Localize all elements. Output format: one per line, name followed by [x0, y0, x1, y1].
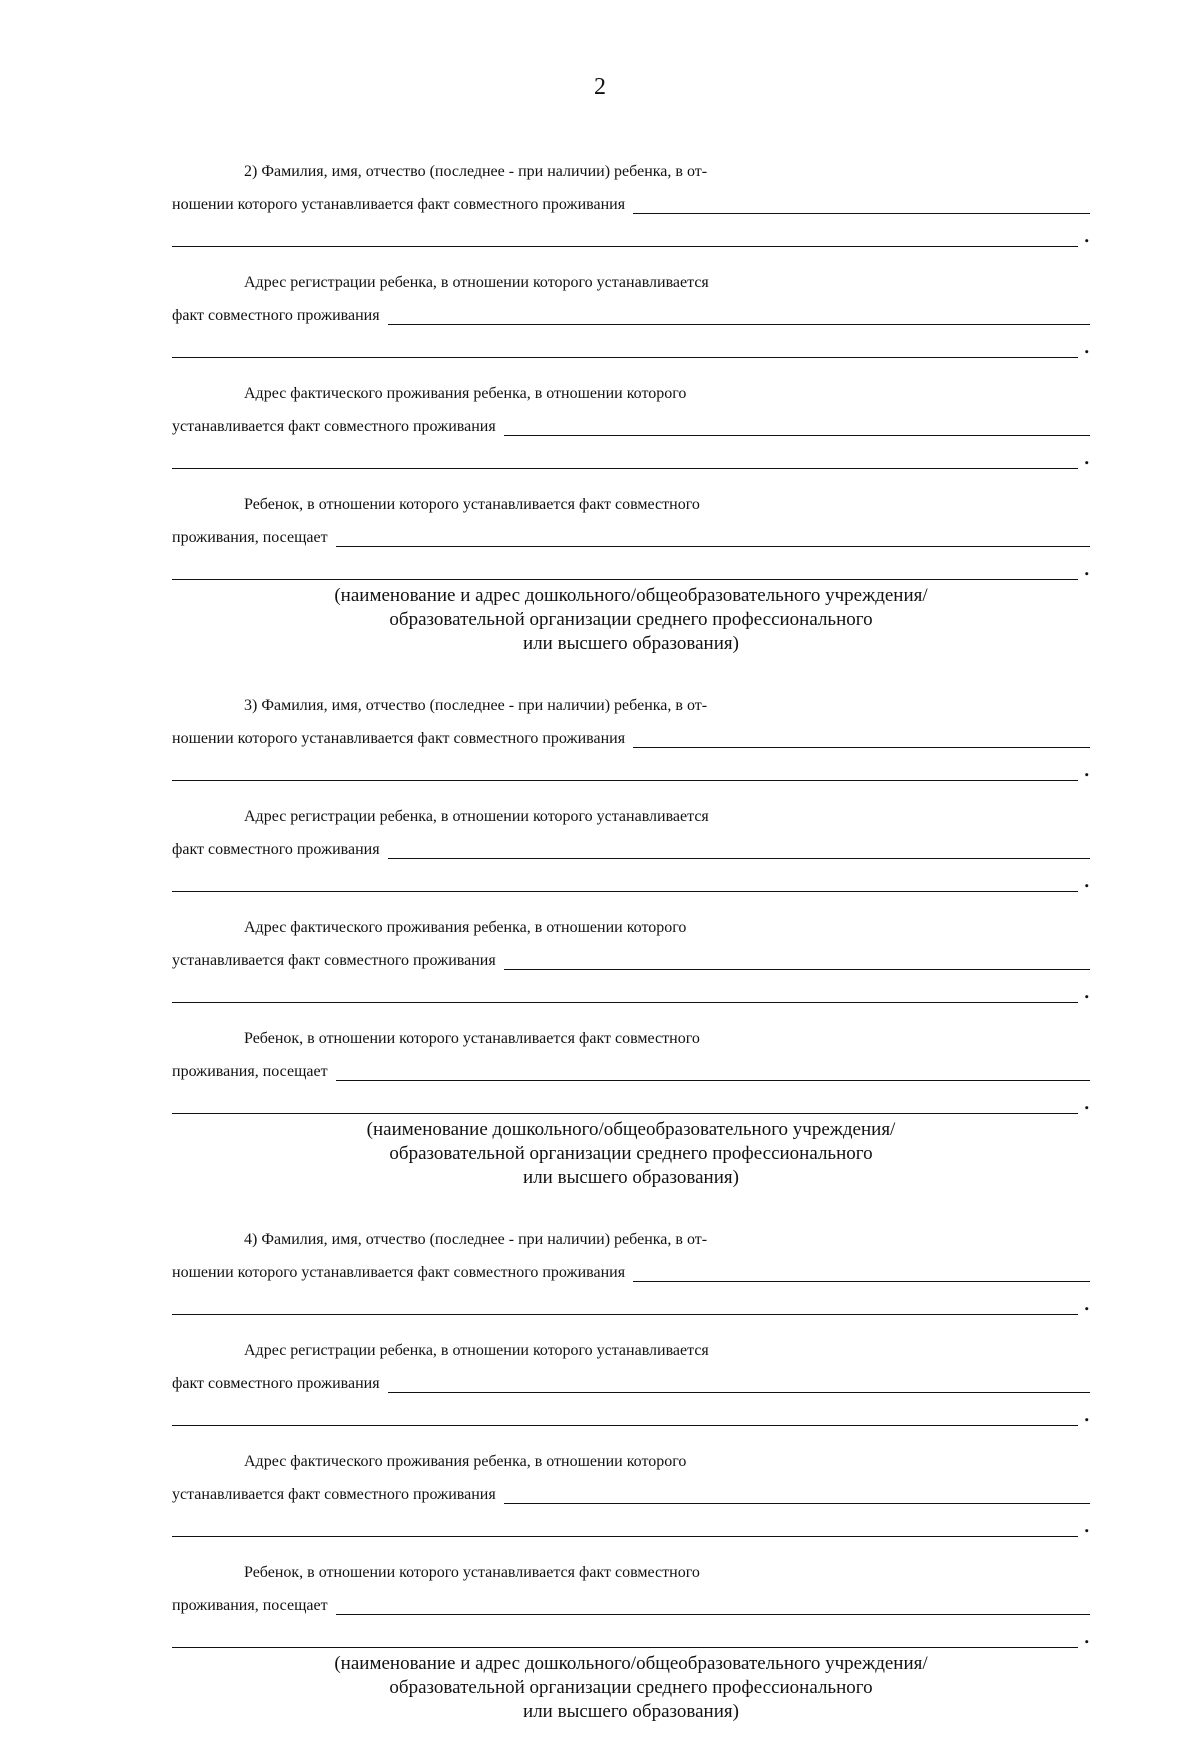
caption-line-1: (наименование и адрес дошкольного/общеобразовательного учреждения/ — [334, 585, 928, 606]
visit-label-1: Ребенок, в отношении которого устанавливается факт совместного — [244, 1030, 700, 1047]
child-block-3 — [172, 682, 1090, 1190]
reg-line-1 — [172, 1327, 1090, 1360]
line-end-dot: . — [1083, 330, 1090, 359]
line-end-dot: . — [1083, 1287, 1090, 1316]
name-input[interactable] — [633, 723, 1090, 748]
caption-line-3: или высшего образования) — [523, 1167, 739, 1188]
visit-line-1 — [172, 481, 1090, 514]
fact-label-1: Адрес фактического проживания ребенка, в отношении которого — [244, 1453, 687, 1470]
line-end-dot: . — [1083, 441, 1090, 470]
visit-line-2 — [172, 514, 1090, 547]
name-continuation — [172, 214, 1090, 247]
visit-continuation — [172, 1081, 1090, 1114]
line-end-dot: . — [1083, 864, 1090, 893]
fact-address-input[interactable] — [504, 411, 1090, 436]
reg-line-2 — [172, 292, 1090, 325]
reg-continuation — [172, 859, 1090, 892]
visit-continuation — [172, 547, 1090, 580]
reg-label-1: Адрес регистрации ребенка, в отношении которого устанавливается — [244, 274, 709, 291]
institution-caption — [172, 1652, 1090, 1724]
fact-label-2: устанавливается факт совместного проживания — [172, 1486, 496, 1503]
caption-line-3: или высшего образования) — [523, 633, 739, 654]
reg-label-2: факт совместного проживания — [172, 1375, 380, 1392]
reg-address-input[interactable] — [388, 1368, 1090, 1393]
reg-line-1 — [172, 793, 1090, 826]
line-end-dot: . — [1083, 552, 1090, 581]
institution-caption — [172, 1118, 1090, 1190]
caption-line-2: образовательной организации среднего профессионального — [389, 1143, 873, 1164]
visit-label-2: проживания, посещает — [172, 529, 328, 546]
name-continuation — [172, 748, 1090, 781]
line-end-dot: . — [1083, 1398, 1090, 1427]
name-line-1 — [172, 682, 1090, 715]
name-line-2 — [172, 715, 1090, 748]
name-input[interactable] — [633, 1257, 1090, 1282]
line-end-dot: . — [1083, 1509, 1090, 1538]
fact-line-2 — [172, 937, 1090, 970]
fact-line-1 — [172, 370, 1090, 403]
caption-line-2: образовательной организации среднего профессионального — [389, 609, 873, 630]
fact-label-2: устанавливается факт совместного проживания — [172, 952, 496, 969]
name-input-continuation[interactable] — [172, 756, 1078, 781]
line-end-dot: . — [1083, 1086, 1090, 1115]
fact-line-1 — [172, 904, 1090, 937]
fact-label-2: устанавливается факт совместного проживания — [172, 418, 496, 435]
reg-line-2 — [172, 826, 1090, 859]
fact-continuation — [172, 436, 1090, 469]
name-line-2 — [172, 181, 1090, 214]
name-line-2 — [172, 1249, 1090, 1282]
fact-address-input-continuation[interactable] — [172, 1512, 1078, 1537]
reg-continuation — [172, 325, 1090, 358]
name-continuation — [172, 1282, 1090, 1315]
visit-line-1 — [172, 1015, 1090, 1048]
name-input-continuation[interactable] — [172, 1290, 1078, 1315]
name-label-1: 4) Фамилия, имя, отчество (последнее - при наличии) ребенка, в от- — [244, 1231, 708, 1248]
child-block-2 — [172, 148, 1090, 656]
line-end-dot: . — [1083, 975, 1090, 1004]
fact-address-input[interactable] — [504, 1479, 1090, 1504]
institution-caption — [172, 584, 1090, 656]
line-end-dot: . — [1083, 753, 1090, 782]
institution-input[interactable] — [336, 1590, 1090, 1615]
institution-input-continuation[interactable] — [172, 555, 1078, 580]
fact-label-1: Адрес фактического проживания ребенка, в отношении которого — [244, 919, 687, 936]
visit-line-2 — [172, 1048, 1090, 1081]
fact-label-1: Адрес фактического проживания ребенка, в отношении которого — [244, 385, 687, 402]
visit-line-1 — [172, 1549, 1090, 1582]
name-label-2: ношении которого устанавливается факт совместного проживания — [172, 1264, 626, 1281]
form-content — [172, 148, 1090, 1750]
page-number: 2 — [594, 74, 606, 100]
reg-line-1 — [172, 259, 1090, 292]
visit-label-1: Ребенок, в отношении которого устанавливается факт совместного — [244, 1564, 700, 1581]
name-label-1: 3) Фамилия, имя, отчество (последнее - при наличии) ребенка, в от- — [244, 697, 708, 714]
visit-continuation — [172, 1615, 1090, 1648]
visit-label-1: Ребенок, в отношении которого устанавливается факт совместного — [244, 496, 700, 513]
line-end-dot: . — [1083, 219, 1090, 248]
fact-continuation — [172, 970, 1090, 1003]
name-label-1: 2) Фамилия, имя, отчество (последнее - при наличии) ребенка, в от- — [244, 163, 708, 180]
institution-input-continuation[interactable] — [172, 1089, 1078, 1114]
child-block-4 — [172, 1216, 1090, 1724]
fact-line-2 — [172, 403, 1090, 436]
reg-label-2: факт совместного проживания — [172, 307, 380, 324]
name-line-1 — [172, 148, 1090, 181]
visit-label-2: проживания, посещает — [172, 1063, 328, 1080]
visit-line-2 — [172, 1582, 1090, 1615]
visit-label-2: проживания, посещает — [172, 1597, 328, 1614]
name-input-continuation[interactable] — [172, 222, 1078, 247]
institution-input[interactable] — [336, 522, 1090, 547]
name-input[interactable] — [633, 189, 1090, 214]
institution-input[interactable] — [336, 1056, 1090, 1081]
reg-label-2: факт совместного проживания — [172, 841, 380, 858]
reg-address-input-continuation[interactable] — [172, 333, 1078, 358]
name-line-1 — [172, 1216, 1090, 1249]
fact-line-1 — [172, 1438, 1090, 1471]
reg-label-1: Адрес регистрации ребенка, в отношении которого устанавливается — [244, 808, 709, 825]
fact-line-2 — [172, 1471, 1090, 1504]
name-label-2: ношении которого устанавливается факт совместного проживания — [172, 730, 626, 747]
caption-line-2: образовательной организации среднего профессионального — [389, 1677, 873, 1698]
reg-address-input-continuation[interactable] — [172, 867, 1078, 892]
reg-continuation — [172, 1393, 1090, 1426]
fact-continuation — [172, 1504, 1090, 1537]
fact-address-input[interactable] — [504, 945, 1090, 970]
line-end-dot: . — [1083, 1620, 1090, 1649]
caption-line-1: (наименование дошкольного/общеобразовательного учреждения/ — [366, 1119, 896, 1140]
fact-address-input-continuation[interactable] — [172, 444, 1078, 469]
institution-input-continuation[interactable] — [172, 1623, 1078, 1648]
fact-address-input-continuation[interactable] — [172, 978, 1078, 1003]
reg-address-input-continuation[interactable] — [172, 1401, 1078, 1426]
name-label-2: ношении которого устанавливается факт совместного проживания — [172, 196, 626, 213]
reg-label-1: Адрес регистрации ребенка, в отношении которого устанавливается — [244, 1342, 709, 1359]
reg-line-2 — [172, 1360, 1090, 1393]
caption-line-3: или высшего образования) — [523, 1701, 739, 1722]
reg-address-input[interactable] — [388, 300, 1090, 325]
reg-address-input[interactable] — [388, 834, 1090, 859]
caption-line-1: (наименование и адрес дошкольного/общеобразовательного учреждения/ — [334, 1653, 928, 1674]
